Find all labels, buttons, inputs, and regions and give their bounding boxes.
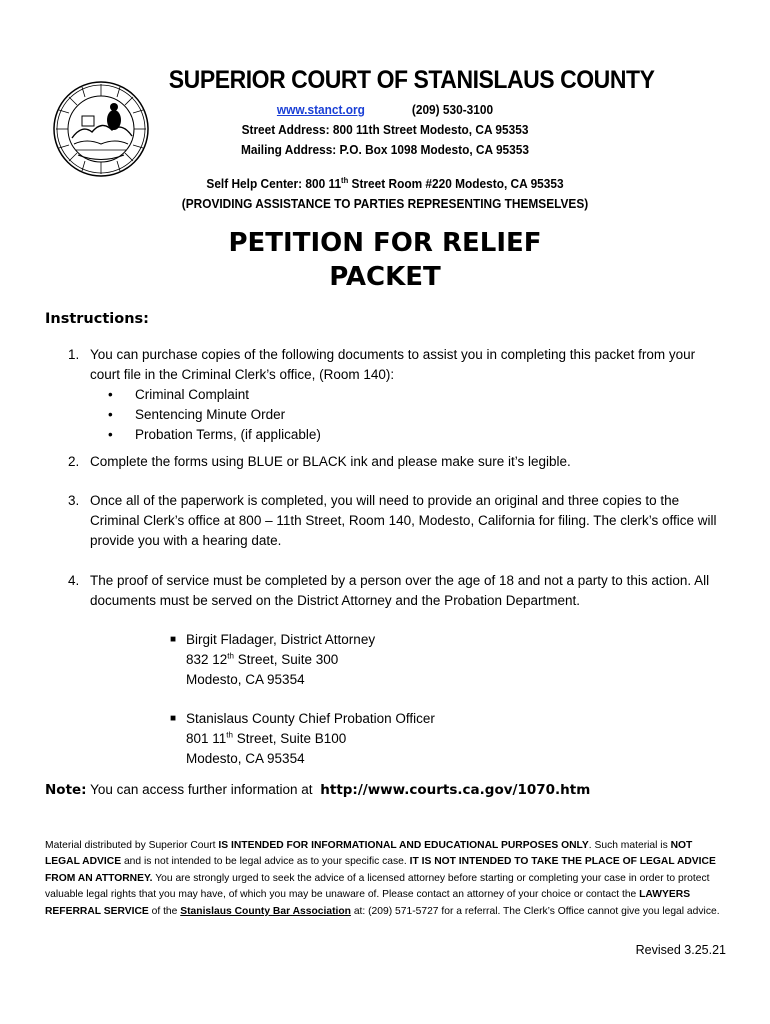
- item-number: 1.: [68, 347, 80, 362]
- square-bullet-icon: ■: [170, 713, 177, 724]
- note-label: Note:: [45, 782, 87, 798]
- item-number: 4.: [68, 573, 80, 588]
- providing-assistance: (PROVIDING ASSISTANCE TO PARTIES REPRESENTING THEMSELVES): [181, 197, 589, 211]
- contact-line: [162, 103, 609, 117]
- street-address: Street Address: 800 11th Street Modesto, CA 95353: [241, 123, 529, 137]
- item-text: Once all of the paperwork is completed, you will need to provide an original and three copies to the Criminal Clerk’s office at 800 – 11th Street, Room 140, Modesto, California for filing. The clerk’s office will provide you with a hearing date.: [90, 493, 717, 548]
- instruction-item-1: [68, 345, 728, 445]
- recipient-city: Modesto, CA 95354: [186, 751, 305, 766]
- website-link[interactable]: www.stanct.org: [276, 103, 365, 117]
- instruction-item-3: [68, 491, 728, 551]
- phone-number: (209) 530-3100: [411, 103, 494, 117]
- note-line: [45, 782, 590, 798]
- instruction-item-2: [68, 452, 728, 472]
- packet-title-line1: PETITION FOR RELIEF: [228, 228, 542, 258]
- recipient-probation-officer: [170, 709, 570, 769]
- recipient-street: 832 12th Street, Suite 300: [186, 651, 339, 667]
- note-text: You can access further information at: [90, 782, 313, 797]
- item-number: 2.: [68, 454, 80, 469]
- legal-disclaimer: Material distributed by Superior Court IS INTENDED FOR INFORMATIONAL AND EDUCATIONAL PURPOSES ONLY. Such material is NOT LEGAL ADVICE and is not intended to be legal advice as to your specific case. IT IS NOT INTENDED TO TAKE THE PLACE OF LEGAL ADVICE FROM AN ATTORNEY. You are strongly urged to seek the advice of a licensed attorney before starting or completing your case in order to protect valuable legal rights that you may have, of which you may be unaware of. Please contact an attorney of your choice or contact the LAWYERS REFERRAL SERVICE of the Stanislaus County Bar Association at: (209) 571-5727 for a referral. The Clerk’s Office cannot give you legal advice.: [45, 840, 720, 917]
- item-text: You can purchase copies of the following documents to assist you in completing this packet from your court file in the Criminal Clerk’s office, (Room 140):: [90, 347, 696, 382]
- recipient-district-attorney: [170, 630, 570, 690]
- list-item: • Criminal Complaint: [108, 385, 728, 405]
- recipient-city: Modesto, CA 95354: [186, 672, 305, 687]
- recipient-name: Stanislaus County Chief Probation Officer: [186, 711, 435, 726]
- document-list: [108, 385, 728, 445]
- packet-title-line2: PACKET: [329, 262, 441, 292]
- instructions-label: Instructions:: [45, 311, 149, 327]
- court-title: SUPERIOR COURT OF STANISLAUS COUNTY: [168, 66, 655, 94]
- self-help-center: Self Help Center: 800 11th Street Room #220 Modesto, CA 95353: [206, 175, 564, 191]
- item-text: The proof of service must be completed by a person over the age of 18 and not a party to this action. All documents must be served on the District Attorney and the Probation Department.: [90, 573, 710, 608]
- square-bullet-icon: ■: [170, 634, 177, 645]
- instruction-item-4: [68, 571, 728, 611]
- courts-url-link[interactable]: http://www.courts.ca.gov/1070.htm: [320, 782, 591, 798]
- recipient-name: Birgit Fladager, District Attorney: [186, 632, 376, 647]
- county-seal-logo: [52, 80, 150, 178]
- packet-title: [0, 226, 770, 294]
- list-item: • Probation Terms, (if applicable): [108, 425, 728, 445]
- recipient-street: 801 11th Street, Suite B100: [186, 730, 347, 746]
- revision-date: Revised 3.25.21: [635, 943, 726, 957]
- item-text: Complete the forms using BLUE or BLACK ink and please make sure it’s legible.: [90, 454, 571, 469]
- court-header: [150, 66, 655, 211]
- list-item: • Sentencing Minute Order: [108, 405, 728, 425]
- item-number: 3.: [68, 493, 80, 508]
- mailing-address: Mailing Address: P.O. Box 1098 Modesto, CA 95353: [241, 143, 529, 157]
